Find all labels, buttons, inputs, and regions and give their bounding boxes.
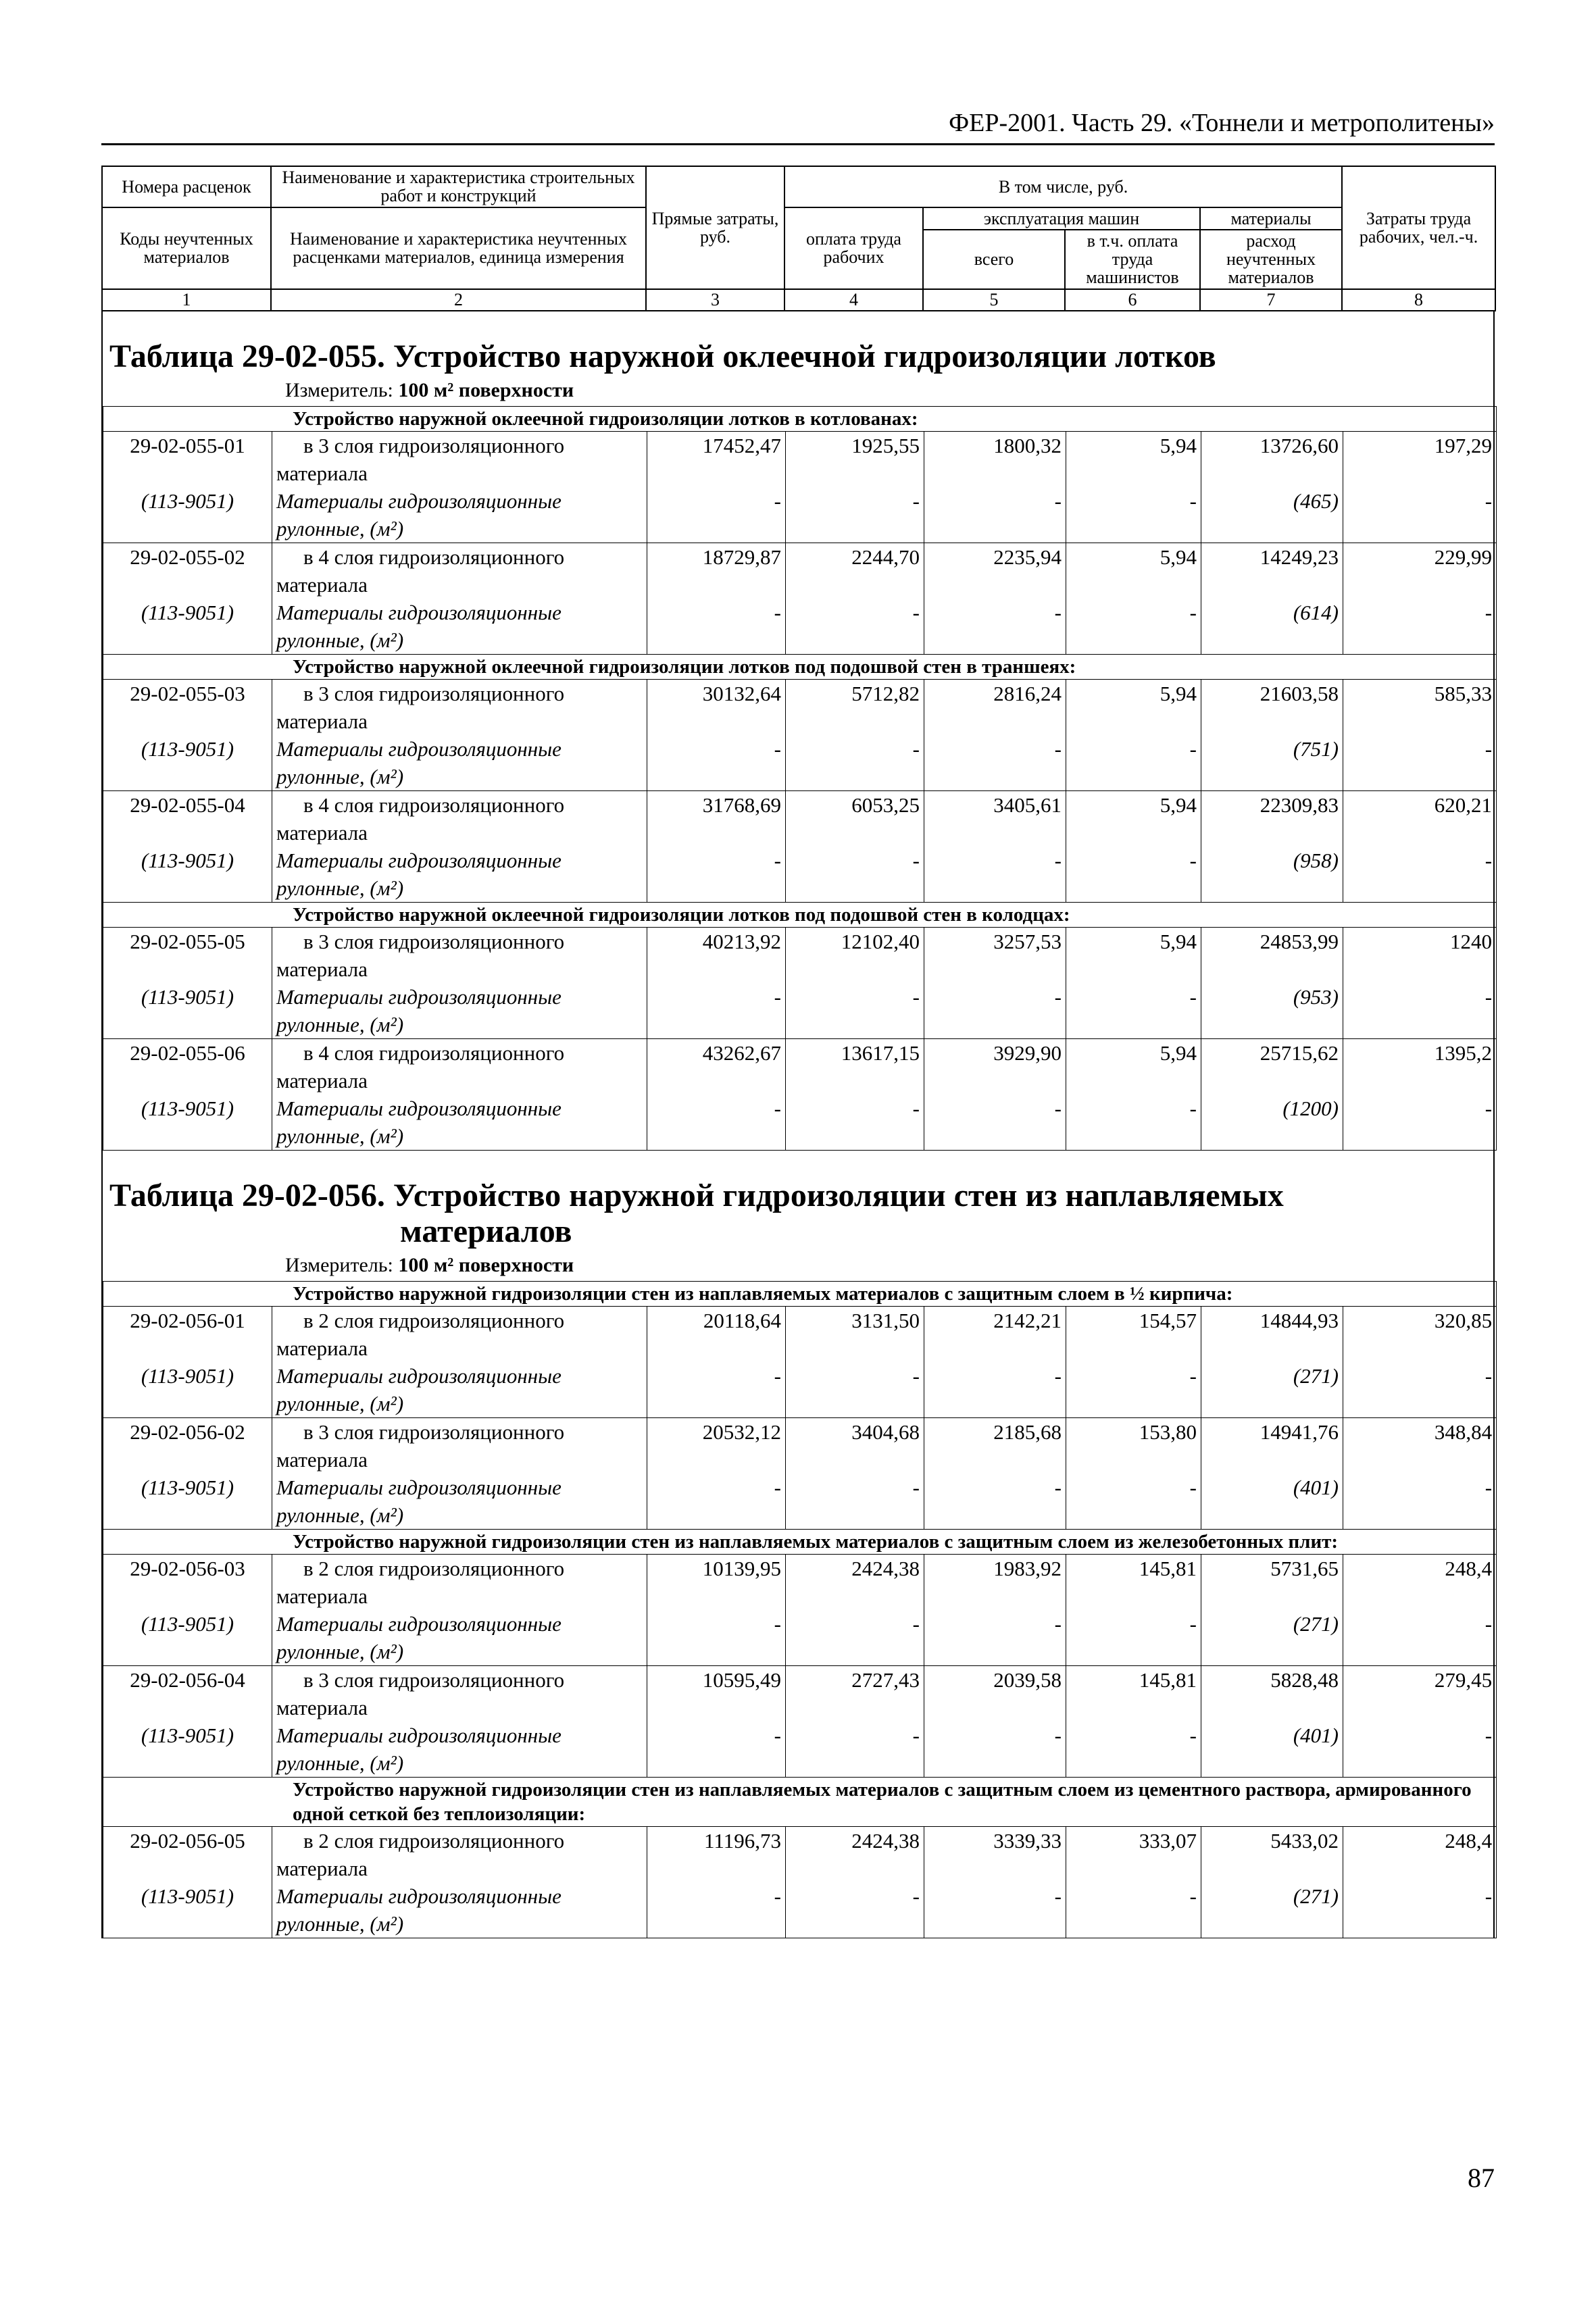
rate-name-text: в 3 слоя гидроизоляционного материала (276, 433, 565, 485)
material-value: - (1066, 599, 1201, 655)
material-consumption: (958) (1201, 847, 1343, 903)
rate-labor: 5712,82 (786, 679, 924, 735)
rate-mach: 2142,21 (924, 1307, 1066, 1363)
rate-name (272, 790, 647, 847)
header-col3: Прямые затраты, руб. (646, 166, 784, 289)
material-value: - (647, 599, 786, 655)
material-value: - (647, 983, 786, 1039)
rate-mat: 25715,62 (1201, 1038, 1343, 1095)
material-name: Материалы гидроизоляционные рулонные, (м²) (272, 1721, 647, 1778)
rate-mach: 3929,90 (924, 1038, 1066, 1095)
material-row (103, 1474, 1497, 1530)
rate-code: 29-02-055-06 (103, 1038, 272, 1095)
material-consumption: (401) (1201, 1474, 1343, 1530)
group-header: Устройство наружной оклеечной гидроизоляции лотков под подошвой стен в траншеях: (103, 654, 1497, 679)
header-col2-bottom: Наименование и характеристика неучтенных расценками материалов, единица измерения (271, 207, 646, 289)
column-number: 2 (271, 289, 646, 311)
material-consumption: (271) (1201, 1882, 1343, 1938)
rate-direct: 18729,87 (647, 543, 786, 599)
header-col5: всего (923, 230, 1065, 289)
rate-code: 29-02-055-02 (103, 543, 272, 599)
material-value: - (786, 1095, 924, 1151)
measure-value: 100 м² поверхности (398, 1254, 574, 1277)
table-056-title-line1: Таблица 29-02-056. Устройство наружной гидроизоляции стен из наплавляемых (109, 1177, 1284, 1213)
material-name: Материалы гидроизоляционные рулонные, (м²) (272, 1474, 647, 1530)
group-header: Устройство наружной гидроизоляции стен из наплавляемых материалов с защитным слоем в ½ кирпича: (103, 1282, 1497, 1307)
group-header-row (103, 654, 1497, 679)
material-code: (113-9051) (103, 735, 272, 791)
column-number: 1 (102, 289, 271, 311)
group-header: Устройство наружной оклеечной гидроизоляции лотков под подошвой стен в колодцах: (103, 902, 1497, 927)
rate-mach-labor: 5,94 (1066, 679, 1201, 735)
table-056-measure (103, 1250, 1493, 1281)
rate-direct: 20532,12 (647, 1418, 786, 1474)
measure-label: Измеритель: (285, 1254, 393, 1277)
material-value: - (647, 735, 786, 791)
material-name: Материалы гидроизоляционные рулонные, (м²) (272, 1882, 647, 1938)
material-value: - (786, 1610, 924, 1666)
rate-mach-labor: 154,57 (1066, 1307, 1201, 1363)
material-row (103, 983, 1497, 1039)
material-value: - (924, 847, 1066, 903)
rate-name-text: в 2 слоя гидроизоляционного материала (276, 1829, 565, 1881)
rate-row (103, 1666, 1497, 1722)
rate-row (103, 1038, 1497, 1095)
material-value: - (924, 487, 1066, 543)
running-header: ФЕР-2001. Часть 29. «Тоннели и метрополитены» (101, 108, 1495, 145)
material-consumption: (1200) (1201, 1095, 1343, 1151)
material-value: - (1066, 735, 1201, 791)
rate-labor: 2424,38 (786, 1555, 924, 1611)
rate-name-text: в 4 слоя гидроизоляционного материала (276, 793, 565, 845)
rate-name-text: в 3 слоя гидроизоляционного материала (276, 1668, 565, 1720)
group-header-row (103, 1530, 1497, 1555)
group-header-row (103, 1778, 1497, 1827)
material-value: - (924, 983, 1066, 1039)
rate-mach-labor: 5,94 (1066, 431, 1201, 487)
rate-mach-labor: 5,94 (1066, 790, 1201, 847)
material-value: - (786, 599, 924, 655)
rate-labor: 6053,25 (786, 790, 924, 847)
rate-row (103, 927, 1497, 983)
rate-labor: 2424,38 (786, 1827, 924, 1883)
column-number: 5 (923, 289, 1065, 311)
rate-labor: 2244,70 (786, 543, 924, 599)
header-machines: эксплуатация машин (923, 207, 1200, 230)
rate-mat: 5731,65 (1201, 1555, 1343, 1611)
material-consumption: (465) (1201, 487, 1343, 543)
rate-code: 29-02-056-03 (103, 1555, 272, 1611)
material-value: - (1343, 1721, 1497, 1778)
material-value: - (647, 1474, 786, 1530)
group-header: Устройство наружной оклеечной гидроизоляции лотков в котлованах: (103, 406, 1497, 431)
rate-name-text: в 4 слоя гидроизоляционного материала (276, 545, 565, 597)
material-value: - (786, 847, 924, 903)
table-055-body (103, 406, 1497, 1151)
material-value: - (1343, 1362, 1497, 1418)
rate-name (272, 1038, 647, 1095)
rate-labor: 13617,15 (786, 1038, 924, 1095)
material-value: - (1066, 983, 1201, 1039)
page-content (101, 166, 1495, 1938)
material-code: (113-9051) (103, 1721, 272, 1778)
material-value: - (1343, 847, 1497, 903)
table-056-body (103, 1281, 1497, 1938)
rate-hours: 229,99 (1343, 543, 1497, 599)
material-value: - (786, 1882, 924, 1938)
material-row (103, 847, 1497, 903)
material-consumption: (953) (1201, 983, 1343, 1039)
rate-code: 29-02-056-04 (103, 1666, 272, 1722)
header-col1-top: Номера расценок (102, 166, 271, 207)
header-col7: расход неучтенных материалов (1200, 230, 1342, 289)
material-value: - (924, 1610, 1066, 1666)
rate-labor: 12102,40 (786, 927, 924, 983)
material-value: - (1343, 1610, 1497, 1666)
material-value: - (1343, 735, 1497, 791)
rate-name (272, 1418, 647, 1474)
rate-mach: 1983,92 (924, 1555, 1066, 1611)
rate-direct: 10139,95 (647, 1555, 786, 1611)
rate-name (272, 1307, 647, 1363)
rate-direct: 11196,73 (647, 1827, 786, 1883)
rate-mach-labor: 333,07 (1066, 1827, 1201, 1883)
column-header-table (101, 166, 1496, 311)
rate-direct: 31768,69 (647, 790, 786, 847)
material-row (103, 1095, 1497, 1151)
material-value: - (924, 735, 1066, 791)
rate-mat: 24853,99 (1201, 927, 1343, 983)
rate-labor: 3131,50 (786, 1307, 924, 1363)
rate-labor: 3404,68 (786, 1418, 924, 1474)
material-row (103, 1362, 1497, 1418)
rate-hours: 348,84 (1343, 1418, 1497, 1474)
material-value: - (924, 1362, 1066, 1418)
column-number: 3 (646, 289, 784, 311)
material-consumption: (401) (1201, 1721, 1343, 1778)
material-name: Материалы гидроизоляционные рулонные, (м²) (272, 1095, 647, 1151)
rate-direct: 17452,47 (647, 431, 786, 487)
group-header: Устройство наружной гидроизоляции стен из наплавляемых материалов с защитным слоем из цементного раствора, армированного одной сеткой без теплоизоляции: (103, 1778, 1497, 1827)
rate-code: 29-02-055-04 (103, 790, 272, 847)
header-col8: Затраты труда рабочих, чел.-ч. (1342, 166, 1495, 289)
material-consumption: (751) (1201, 735, 1343, 791)
material-value: - (1066, 1095, 1201, 1151)
rate-labor: 2727,43 (786, 1666, 924, 1722)
rate-code: 29-02-056-02 (103, 1418, 272, 1474)
rate-name-text: в 3 слоя гидроизоляционного материала (276, 929, 565, 981)
material-value: - (1066, 1721, 1201, 1778)
rate-name (272, 679, 647, 735)
material-value: - (924, 1882, 1066, 1938)
rate-name (272, 1666, 647, 1722)
header-col6: в т.ч. оплата труда машинистов (1065, 230, 1200, 289)
material-value: - (1066, 1362, 1201, 1418)
material-value: - (786, 1362, 924, 1418)
rate-labor: 1925,55 (786, 431, 924, 487)
material-value: - (1343, 1474, 1497, 1530)
rate-mat: 5828,48 (1201, 1666, 1343, 1722)
material-consumption: (614) (1201, 599, 1343, 655)
rate-row (103, 1555, 1497, 1611)
material-code: (113-9051) (103, 1474, 272, 1530)
material-value: - (647, 847, 786, 903)
rate-name (272, 1555, 647, 1611)
rate-hours: 1395,2 (1343, 1038, 1497, 1095)
page-number: 87 (1468, 2163, 1495, 2193)
material-value: - (647, 1095, 786, 1151)
material-value: - (924, 1474, 1066, 1530)
group-header-row (103, 1282, 1497, 1307)
group-header-row (103, 902, 1497, 927)
material-consumption: (271) (1201, 1362, 1343, 1418)
rate-mach-labor: 5,94 (1066, 1038, 1201, 1095)
rate-mach-labor: 5,94 (1066, 927, 1201, 983)
rate-mach-labor: 153,80 (1066, 1418, 1201, 1474)
material-value: - (1066, 1610, 1201, 1666)
rate-mach: 3257,53 (924, 927, 1066, 983)
material-name: Материалы гидроизоляционные рулонные, (м²) (272, 1610, 647, 1666)
material-name: Материалы гидроизоляционные рулонные, (м²) (272, 735, 647, 791)
header-group-label: В том числе, руб. (784, 166, 1342, 207)
material-name: Материалы гидроизоляционные рулонные, (м²) (272, 487, 647, 543)
rate-row (103, 1307, 1497, 1363)
material-code: (113-9051) (103, 847, 272, 903)
rate-row (103, 543, 1497, 599)
material-value: - (1066, 1474, 1201, 1530)
group-header-row (103, 406, 1497, 431)
rate-mach: 3339,33 (924, 1827, 1066, 1883)
column-number: 7 (1200, 289, 1342, 311)
rate-mach: 3405,61 (924, 790, 1066, 847)
table-056-title-line2: материалов (400, 1213, 572, 1250)
rate-name (272, 431, 647, 487)
table-055-measure (103, 375, 1493, 406)
material-value: - (647, 1610, 786, 1666)
rate-mach-labor: 145,81 (1066, 1555, 1201, 1611)
rate-mat: 14844,93 (1201, 1307, 1343, 1363)
rate-direct: 40213,92 (647, 927, 786, 983)
rate-mach: 2039,58 (924, 1666, 1066, 1722)
header-col1-bottom: Коды неучтенных материалов (102, 207, 271, 289)
material-value: - (786, 735, 924, 791)
rate-hours: 620,21 (1343, 790, 1497, 847)
material-row (103, 487, 1497, 543)
material-code: (113-9051) (103, 487, 272, 543)
rate-row (103, 431, 1497, 487)
material-row (103, 1882, 1497, 1938)
rate-direct: 43262,67 (647, 1038, 786, 1095)
rate-row (103, 790, 1497, 847)
material-code: (113-9051) (103, 1362, 272, 1418)
rate-mach: 2185,68 (924, 1418, 1066, 1474)
rate-name-text: в 2 слоя гидроизоляционного материала (276, 1557, 565, 1609)
rate-row (103, 679, 1497, 735)
measure-label: Измеритель: (285, 378, 393, 401)
material-value: - (1343, 1882, 1497, 1938)
rate-mat: 14941,76 (1201, 1418, 1343, 1474)
rate-hours: 279,45 (1343, 1666, 1497, 1722)
rate-name-text: в 4 слоя гидроизоляционного материала (276, 1040, 565, 1092)
column-number: 6 (1065, 289, 1200, 311)
rate-row (103, 1827, 1497, 1883)
rate-mat: 21603,58 (1201, 679, 1343, 735)
material-name: Материалы гидроизоляционные рулонные, (м²) (272, 599, 647, 655)
rate-hours: 320,85 (1343, 1307, 1497, 1363)
rate-mat: 5433,02 (1201, 1827, 1343, 1883)
material-name: Материалы гидроизоляционные рулонные, (м²) (272, 1362, 647, 1418)
table-body-frame (101, 311, 1495, 1938)
material-value: - (924, 1095, 1066, 1151)
material-name: Материалы гидроизоляционные рулонные, (м²) (272, 983, 647, 1039)
material-name: Материалы гидроизоляционные рулонные, (м²) (272, 847, 647, 903)
rate-name (272, 1827, 647, 1883)
table-056-title (103, 1151, 1493, 1251)
material-value: - (786, 487, 924, 543)
material-value: - (924, 599, 1066, 655)
rate-mat: 14249,23 (1201, 543, 1343, 599)
rate-mach-labor: 5,94 (1066, 543, 1201, 599)
material-value: - (647, 1882, 786, 1938)
material-value: - (647, 1721, 786, 1778)
material-value: - (1066, 847, 1201, 903)
material-code: (113-9051) (103, 1882, 272, 1938)
rate-code: 29-02-056-01 (103, 1307, 272, 1363)
material-code: (113-9051) (103, 983, 272, 1039)
material-value: - (1066, 1882, 1201, 1938)
material-code: (113-9051) (103, 599, 272, 655)
material-code: (113-9051) (103, 1095, 272, 1151)
material-value: - (1343, 599, 1497, 655)
material-row (103, 1721, 1497, 1778)
material-value: - (786, 983, 924, 1039)
rate-code: 29-02-055-03 (103, 679, 272, 735)
column-number: 8 (1342, 289, 1495, 311)
material-value: - (924, 1721, 1066, 1778)
rate-name-text: в 2 слоя гидроизоляционного материала (276, 1309, 565, 1361)
rate-mach: 2816,24 (924, 679, 1066, 735)
column-number: 4 (784, 289, 923, 311)
header-col4: оплата труда рабочих (784, 207, 923, 289)
material-row (103, 735, 1497, 791)
rate-hours: 585,33 (1343, 679, 1497, 735)
column-number-row (102, 289, 1495, 311)
rate-code: 29-02-055-01 (103, 431, 272, 487)
rate-direct: 20118,64 (647, 1307, 786, 1363)
table-055-title: Таблица 29-02-055. Устройство наружной оклеечной гидроизоляции лотков (109, 338, 1216, 374)
rate-hours: 248,4 (1343, 1827, 1497, 1883)
measure-value: 100 м² поверхности (398, 378, 574, 401)
material-code: (113-9051) (103, 1610, 272, 1666)
rate-direct: 30132,64 (647, 679, 786, 735)
rate-code: 29-02-055-05 (103, 927, 272, 983)
group-header: Устройство наружной гидроизоляции стен из наплавляемых материалов с защитным слоем из железобетонных плит: (103, 1530, 1497, 1555)
rate-name (272, 927, 647, 983)
rate-mach: 1800,32 (924, 431, 1066, 487)
rate-direct: 10595,49 (647, 1666, 786, 1722)
rate-row (103, 1418, 1497, 1474)
material-row (103, 1610, 1497, 1666)
header-materials: материалы (1200, 207, 1342, 230)
rate-code: 29-02-056-05 (103, 1827, 272, 1883)
rate-mat: 13726,60 (1201, 431, 1343, 487)
rate-mach: 2235,94 (924, 543, 1066, 599)
rate-name (272, 543, 647, 599)
material-value: - (1343, 1095, 1497, 1151)
rate-hours: 197,29 (1343, 431, 1497, 487)
material-consumption: (271) (1201, 1610, 1343, 1666)
material-value: - (1343, 983, 1497, 1039)
rate-name-text: в 3 слоя гидроизоляционного материала (276, 681, 565, 733)
rate-hours: 1240 (1343, 927, 1497, 983)
header-col2-top: Наименование и характеристика строительных работ и конструкций (271, 166, 646, 207)
material-row (103, 599, 1497, 655)
material-value: - (1343, 487, 1497, 543)
material-value: - (786, 1474, 924, 1530)
material-value: - (1066, 487, 1201, 543)
material-value: - (647, 1362, 786, 1418)
rate-mach-labor: 145,81 (1066, 1666, 1201, 1722)
rate-mat: 22309,83 (1201, 790, 1343, 847)
material-value: - (786, 1721, 924, 1778)
rate-name-text: в 3 слоя гидроизоляционного материала (276, 1420, 565, 1472)
rate-hours: 248,4 (1343, 1555, 1497, 1611)
material-value: - (647, 487, 786, 543)
